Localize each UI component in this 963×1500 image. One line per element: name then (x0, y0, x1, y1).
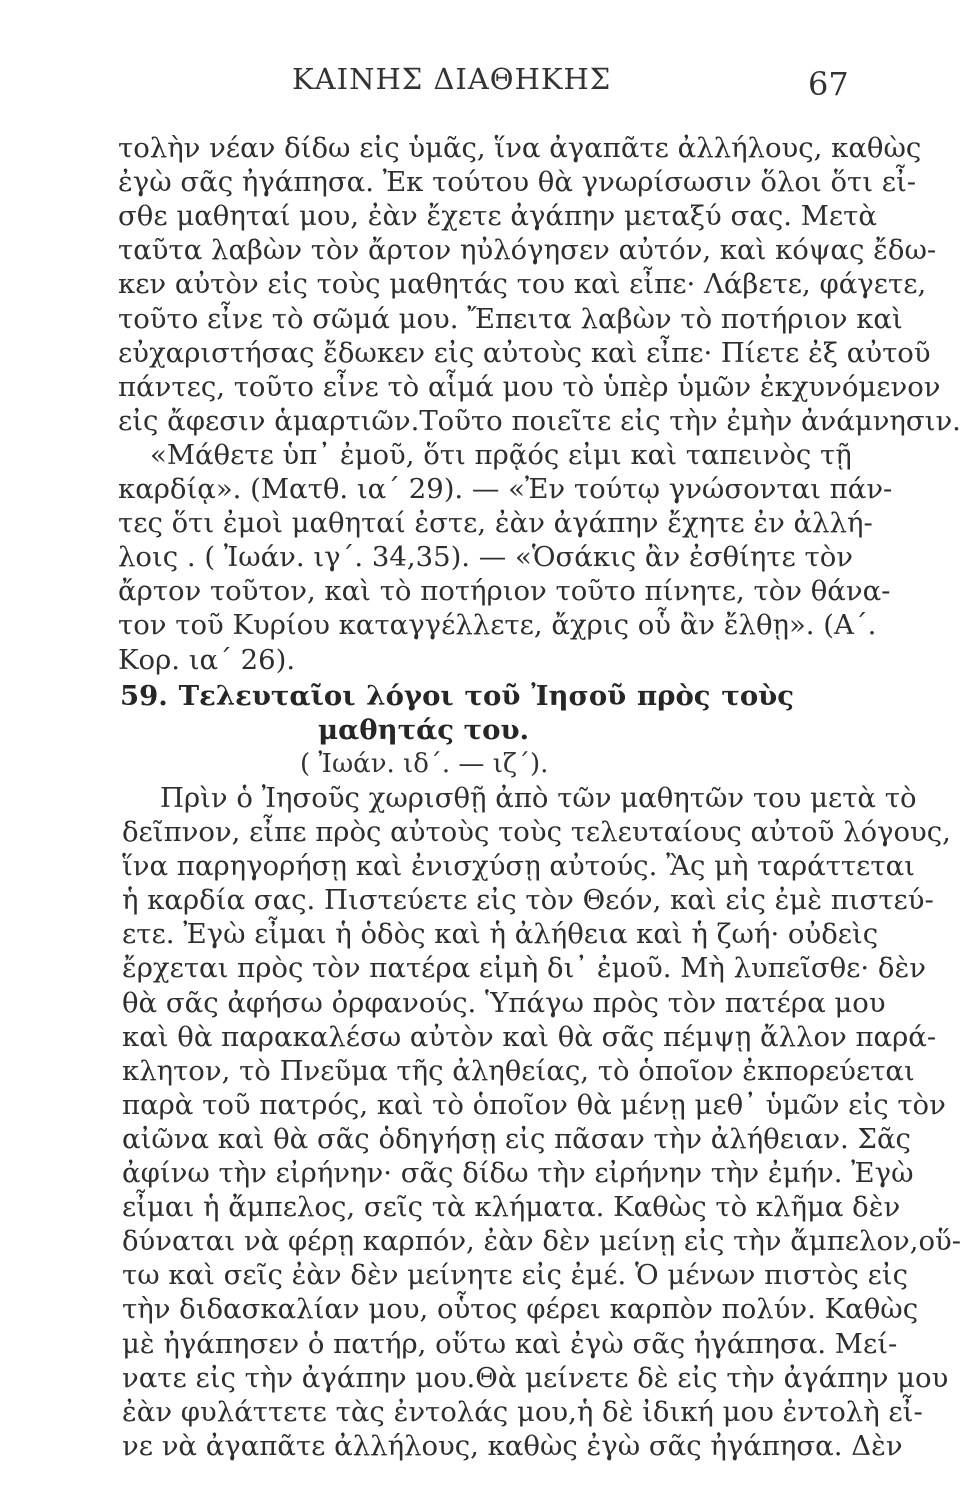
text-line: Κορ. ια΄ 26). (118, 643, 296, 676)
text-line: τολὴν νέαν δίδω εἰς ὑμᾶς, ἵνα ἀγαπᾶτε ἀλλήλους, καθὼς (118, 132, 922, 164)
page-number: 67 (808, 65, 849, 103)
text-line: καρδίᾳ». (Ματθ. ια΄ 29). — «Ἐν τούτῳ γνώσονται πάν- (118, 473, 893, 505)
text-line: ἄρτον τοῦτον, καὶ τὸ ποτήριον τοῦτο πίνητε, τὸν θάνα- (118, 575, 891, 608)
text-line: τὴν διδασκαλίαν μου, οὗτος φέρει καρπὸν πολύν. Καθὼς (122, 1293, 919, 1326)
text-line: λοις . ( Ἰωάν. ιγ΄. 34,35). — «Ὁσάκις ἂν ἐσθίητε τὸν (118, 541, 853, 574)
text-line: ἔρχεται πρὸς τὸν πατέρα εἰμὴ δι᾽ ἐμοῦ. Μὴ λυπεῖσθε· δὲν (122, 952, 926, 985)
text-line: τοῦτο εἶνε τὸ σῶμά μου. Ἔπειτα λαβὼν τὸ ποτήριον καὶ (118, 302, 903, 335)
text-line: εἰς ἄφεσιν ἁμαρτιῶν.Τοῦτο ποιεῖτε εἰς τὴν ἐμὴν ἀνάμνησιν. (118, 404, 961, 437)
text-line: νατε εἰς τὴν ἀγάπην μου.Θὰ μείνετε δὲ εἰς τὴν ἀγάπην μου (122, 1361, 949, 1394)
text-line: Πρὶν ὁ Ἰησοῦς χωρισθῇ ἀπὸ τῶν μαθητῶν του μετὰ τὸ (160, 781, 917, 814)
text-line: πάντες, τοῦτο εἶνε τὸ αἷμά μου τὸ ὑπὲρ ὑμῶν ἐκχυνόμενον (118, 370, 941, 403)
running-title: ΚΑΙΝΗΣ ΔΙΑΘΗΚΗΣ (292, 62, 612, 96)
text-line: «Μάθετε ὑπ᾽ ἐμοῦ, ὅτι πρᾷός εἰμι καὶ ταπεινὸς τῇ (150, 438, 852, 471)
text-line: νε νὰ ἀγαπᾶτε ἀλλήλους, καθὼς ἐγὼ σᾶς ἠγάπησα. Δὲν (122, 1429, 903, 1462)
section-title-line-2: μαθητάς του. (318, 713, 530, 746)
text-line: θὰ σᾶς ἀφήσω ὀρφανούς. Ὑπάγω πρὸς τὸν πατέρα μου (122, 986, 886, 1019)
running-head (0, 62, 963, 102)
text-line: δεῖπνον, εἶπε πρὸς αὐτοὺς τοὺς τελευταίους αὐτοῦ λόγους, (122, 816, 951, 848)
text-line: εὐχαριστήσας ἔδωκεν εἰς αὐτοὺς καὶ εἶπε· Πίετε ἐξ αὐτοῦ (118, 336, 931, 369)
text-line: δύναται νὰ φέρῃ καρπόν, ἐὰν δὲν μείνῃ εἰς τὴν ἄμπελον,οὕ- (122, 1225, 962, 1258)
text-line: παρὰ τοῦ πατρός, καὶ τὸ ὁποῖον θὰ μένῃ μεθ᾽ ὑμῶν εἰς τὸν (122, 1088, 946, 1121)
text-line: ἡ καρδία σας. Πιστεύετε εἰς τὸν Θεόν, καὶ εἰς ἐμὲ πιστεύ- (122, 884, 934, 917)
section-title-line-1: 59. Τελευταῖοι λόγοι τοῦ Ἰησοῦ πρὸς τοὺς (120, 679, 794, 712)
text-line: τες ὅτι ἐμοὶ μαθηταί ἐστε, ἐὰν ἀγάπην ἔχητε ἐν ἀλλή- (118, 507, 873, 540)
text-line: μὲ ἠγάπησεν ὁ πατήρ, οὕτω καὶ ἐγὼ σᾶς ἠγάπησα. Μεί- (122, 1327, 898, 1360)
text-line: ἀφίνω τὴν εἰρήνην· σᾶς δίδω τὴν εἰρήνην τὴν ἐμήν. Ἐγὼ (122, 1157, 914, 1189)
text-line: ταῦτα λαβὼν τὸν ἄρτον ηὐλόγησεν αὐτόν, καὶ κόψας ἔδω- (118, 234, 937, 267)
text-line: τω καὶ σεῖς ἐὰν δὲν μείνητε εἰς ἐμέ. Ὁ μένων πιστὸς εἰς (122, 1259, 909, 1292)
text-line: κλητον, τὸ Πνεῦμα τῆς ἀληθείας, τὸ ὁποῖον ἐκπορεύεται (122, 1054, 915, 1087)
text-line: ἵνα παρηγορήσῃ καὶ ἐνισχύσῃ αὐτούς. Ἂς μὴ ταράττεται (122, 850, 915, 883)
text-line: εἶμαι ἡ ἄμπελος, σεῖς τὰ κλήματα. Καθὼς τὸ κλῆμα δὲν (122, 1191, 901, 1224)
text-line: σθε μαθηταί μου, ἐὰν ἔχετε ἀγάπην μεταξύ σας. Μετὰ (118, 200, 877, 233)
text-line: κεν αὐτὸν εἰς τοὺς μαθητάς του καὶ εἶπε· Λάβετε, φάγετε, (118, 268, 927, 301)
text-line: τον τοῦ Κυρίου καταγγέλλετε, ἄχρις οὗ ἂν ἔλθῃ». (Α΄. (118, 609, 877, 642)
section-reference: ( Ἰωάν. ιδ΄. — ιζ΄). (300, 748, 549, 779)
text-line: ετε. Ἐγὼ εἶμαι ἡ ὁδὸς καὶ ἡ ἀλήθεια καὶ ἡ ζωή· οὐδεὶς (122, 918, 879, 951)
text-line: ἐὰν φυλάττετε τὰς ἐντολάς μου,ἡ δὲ ἰδική μου ἐντολὴ εἶ- (122, 1395, 923, 1428)
text-line: ἐγὼ σᾶς ἠγάπησα. Ἐκ τούτου θὰ γνωρίσωσιν ὅλοι ὅτι εἶ- (118, 166, 917, 199)
text-line: αἰῶνα καὶ θὰ σᾶς ὁδηγήσῃ εἰς πᾶσαν τὴν ἀλήθειαν. Σᾶς (122, 1122, 911, 1155)
text-line: καὶ θὰ παρακαλέσω αὐτὸν καὶ θὰ σᾶς πέμψῃ ἄλλον παρά- (122, 1020, 937, 1053)
